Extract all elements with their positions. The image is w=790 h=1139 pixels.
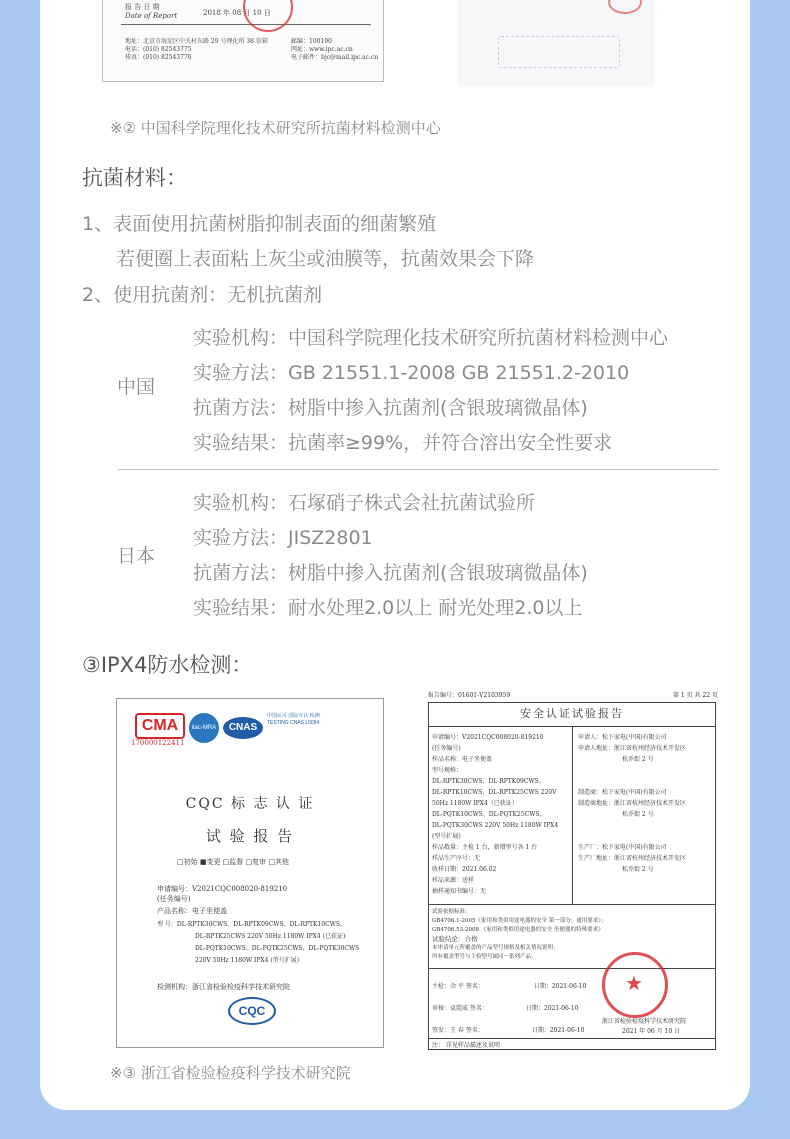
model-label: 型号规格： <box>432 767 463 774</box>
test-report-document-partial <box>102 0 384 82</box>
tester-date: 日期：2021-06-10 <box>533 983 587 990</box>
watermark-pattern <box>498 36 620 68</box>
china-result: 实验结果：抗菌率≥99%，并符合溶出安全性要求 <box>193 432 613 454</box>
red-stamp-icon <box>608 0 642 14</box>
postcode: 邮编：100190 <box>291 38 332 45</box>
remark-2: 所有覆盖型号与主检型号属同一系列产品。 <box>432 954 537 960</box>
manufacturer: 制造商：松下家电(中国)有限公司 <box>578 789 667 796</box>
star-icon: ★ <box>625 971 643 995</box>
model-line-3: DL-PQTK10CWS、DL-PQTK25CWS、DL-PQTK30CWS <box>195 945 360 952</box>
approver: 签发：王 春 签名： <box>432 1027 484 1034</box>
cma-logo: CMA <box>135 713 185 739</box>
cqc-title: CQC 标 志 认 证 <box>185 796 315 812</box>
report-right-column <box>578 732 686 875</box>
signatures <box>432 976 586 1042</box>
app-no: 申请编号：V2021CQC008020-819210 <box>432 734 544 741</box>
applicant-address-2: 松乔街 2 号 <box>622 756 654 763</box>
factory-address-2: 松乔街 2 号 <box>622 866 654 873</box>
tester: 主检：余 平 签名： <box>432 983 484 990</box>
basis-2: GB4706.53-2008 《家用和类似用途电器的安全 坐便器的特殊要求》 <box>432 927 604 933</box>
basis-label: 试验依据标准： <box>432 909 471 915</box>
model-4: DL-PQTK10CWS、DL-PQTK25CWS、 <box>432 811 546 818</box>
section-title-antibacterial: 抗菌材料： <box>82 166 187 190</box>
sample-name: 样品名称：电子坐便盖 <box>432 756 493 763</box>
content-card <box>40 0 750 1110</box>
sample-source: 样品来源：送样 <box>432 877 475 884</box>
model-6: (型号扩展) <box>432 833 461 840</box>
address: 地址：北京市海淀区中关村东路 29 号理化所 38 信箱 <box>125 38 268 45</box>
point-1-detail: 若便圈上表面粘上灰尘或油膜等，抗菌效果会下降 <box>116 248 535 270</box>
japan-institution: 实验机构：石塚硝子株式会社抗菌试验所 <box>193 492 536 514</box>
divider <box>121 24 371 25</box>
country-japan: 日本 <box>117 545 156 567</box>
model-2: DL-RPTK10CWS、DL-RPTK25CWS 220V <box>432 789 557 796</box>
china-method: 实验方法：GB 21551.1-2008 GB 21551.2-2010 <box>193 362 630 384</box>
applicant: 申请人：松下家电(中国)有限公司 <box>578 734 667 741</box>
report-date-value: 2018 年 08 月 10 日 <box>203 9 271 17</box>
japan-antibac-method: 抗菌方法：树脂中掺入抗菌剂(含银玻璃微晶体) <box>193 562 588 584</box>
safety-test-report <box>426 690 720 1060</box>
section-title-ipx4: ③IPX4防水检测： <box>82 653 253 677</box>
issue-date: 2021 年 06 月 10 日 <box>622 1028 681 1035</box>
report-subtitle: 试 验 报 告 <box>205 827 295 845</box>
manufacturer-address-2: 松乔街 2 号 <box>622 811 654 818</box>
model-line-2: DL-RPTK25CWS 220V 50Hz 1180W IPX4 (已获证) <box>195 933 346 940</box>
applicant-address: 申请人地址：浙江省杭州经济技术开发区 <box>578 745 687 752</box>
report-title: 安全认证试验报告 <box>428 702 716 727</box>
cnas-label: 中国认可 国际互认 检测 TESTING CNAS L0054 <box>267 713 320 726</box>
japan-result: 实验结果：耐水处理2.0以上 耐光处理2.0以上 <box>193 597 583 619</box>
notice: 抽样通知书编号：无 <box>432 888 487 895</box>
conclusion: 试验结论：合格 <box>432 935 478 943</box>
point-2: 2、使用抗菌剂：无机抗菌剂 <box>82 284 323 306</box>
divider <box>428 904 716 905</box>
email: 电子邮件：bjc@mail.ipc.ac.cn <box>291 54 379 61</box>
certificate-back-partial <box>458 0 654 86</box>
caption-lab-2: ※② 中国科学院理化技术研究所抗菌材料检测中心 <box>110 119 441 137</box>
task: (任务编号) <box>432 745 461 752</box>
reviewer: 审核：袁霞威 签名： <box>432 1005 488 1012</box>
product-name: 产品名称：电子坐便盖 <box>157 907 227 915</box>
report-date-label-cn: 报 告 日 期 <box>125 3 160 11</box>
model-line-1: 型 号：DL-RPTK30CWS、DL-RPTK09CWS、DL-RPTK10CWS、 <box>157 921 347 928</box>
report-number: 报告编号：01601-V2103959 <box>428 692 511 699</box>
sample-qty: 样品数量：主检 1 台，新增型号各 1 台 <box>432 844 538 851</box>
caption-lab-3: ※③ 浙江省检验检疫科学技术研究院 <box>110 1064 351 1082</box>
factory: 生产厂：松下家电(中国)有限公司 <box>578 844 667 851</box>
country-china: 中国 <box>117 376 156 398</box>
cnas-logo: CNAS <box>223 717 263 739</box>
red-stamp-icon <box>243 0 293 32</box>
japan-method: 实验方法：JISZ2801 <box>193 527 373 549</box>
report-note: 注： 详见样品描述及说明 <box>432 1042 500 1049</box>
cma-number: 170000122411 <box>131 739 185 747</box>
received-date: 收样日期：2021.06.02 <box>432 866 497 873</box>
ilac-mra-logo: ilac-MRA <box>189 713 219 743</box>
divider <box>118 469 718 470</box>
model-3: 50Hz 1180W IPX4（已获证） <box>432 800 518 807</box>
testing-lab: 检测机构：浙江省检验检疫科学技术研究院 <box>157 983 290 991</box>
model-line-4: 220V 50Hz 1180W IPX4 (型号扩展) <box>195 957 300 964</box>
cqc-logo: CQC <box>228 997 276 1025</box>
phone: 电话：(010) 82543775 <box>125 46 192 53</box>
reviewer-date: 日期：2021-06-10 <box>525 1005 579 1012</box>
basis-1: GB4706.1-2005《家用和类似用途电器的安全 第一部分：通用要求》； <box>432 918 607 924</box>
report-type-checks: □初始 ■变更 □监督 □复审 □其他 <box>177 858 289 866</box>
point-1: 1、表面使用抗菌树脂抑制表面的细菌繁殖 <box>82 213 437 235</box>
manufacturer-address: 制造商地址：浙江省杭州经济技术开发区 <box>578 800 687 807</box>
remark-1: 本申请单元所覆盖的产品型号规格及相关情况说明： <box>432 945 559 951</box>
fax: 传真：(010) 82543776 <box>125 54 192 61</box>
cqc-certificate <box>116 698 384 1048</box>
report-basis <box>432 908 607 962</box>
factory-address: 生产厂地址：浙江省杭州经济技术开发区 <box>578 855 687 862</box>
approver-date: 日期：2021-06-10 <box>531 1027 585 1034</box>
china-antibac-method: 抗菌方法：树脂中掺入抗菌剂(含银玻璃微晶体) <box>193 397 588 419</box>
task-number: (任务编号) <box>157 895 191 903</box>
page-counter: 第 1 页 共 22 页 <box>673 692 718 699</box>
model-5: DL-PQTK30CWS 220V 50Hz 1180W IPX4 <box>432 822 559 829</box>
application-number: 申请编号：V2021CQC008020-819210 <box>157 885 288 893</box>
report-date-label-en: Date of Report <box>125 12 178 20</box>
divider <box>428 1038 716 1039</box>
column-divider <box>572 726 573 904</box>
divider <box>428 968 716 969</box>
red-seal-icon <box>602 952 668 1018</box>
model-1: DL-RPTK30CWS、DL-RPTK09CWS、 <box>432 778 545 785</box>
china-institution: 实验机构：中国科学院理化技术研究所抗菌材料检测中心 <box>193 327 669 349</box>
website: 网址：www.ipc.ac.cn <box>291 46 353 53</box>
report-left-column <box>432 732 558 897</box>
issuer: 浙江省检验检疫科学技术研究院 <box>602 1018 687 1025</box>
batch: 样品生产序号：无 <box>432 855 481 862</box>
